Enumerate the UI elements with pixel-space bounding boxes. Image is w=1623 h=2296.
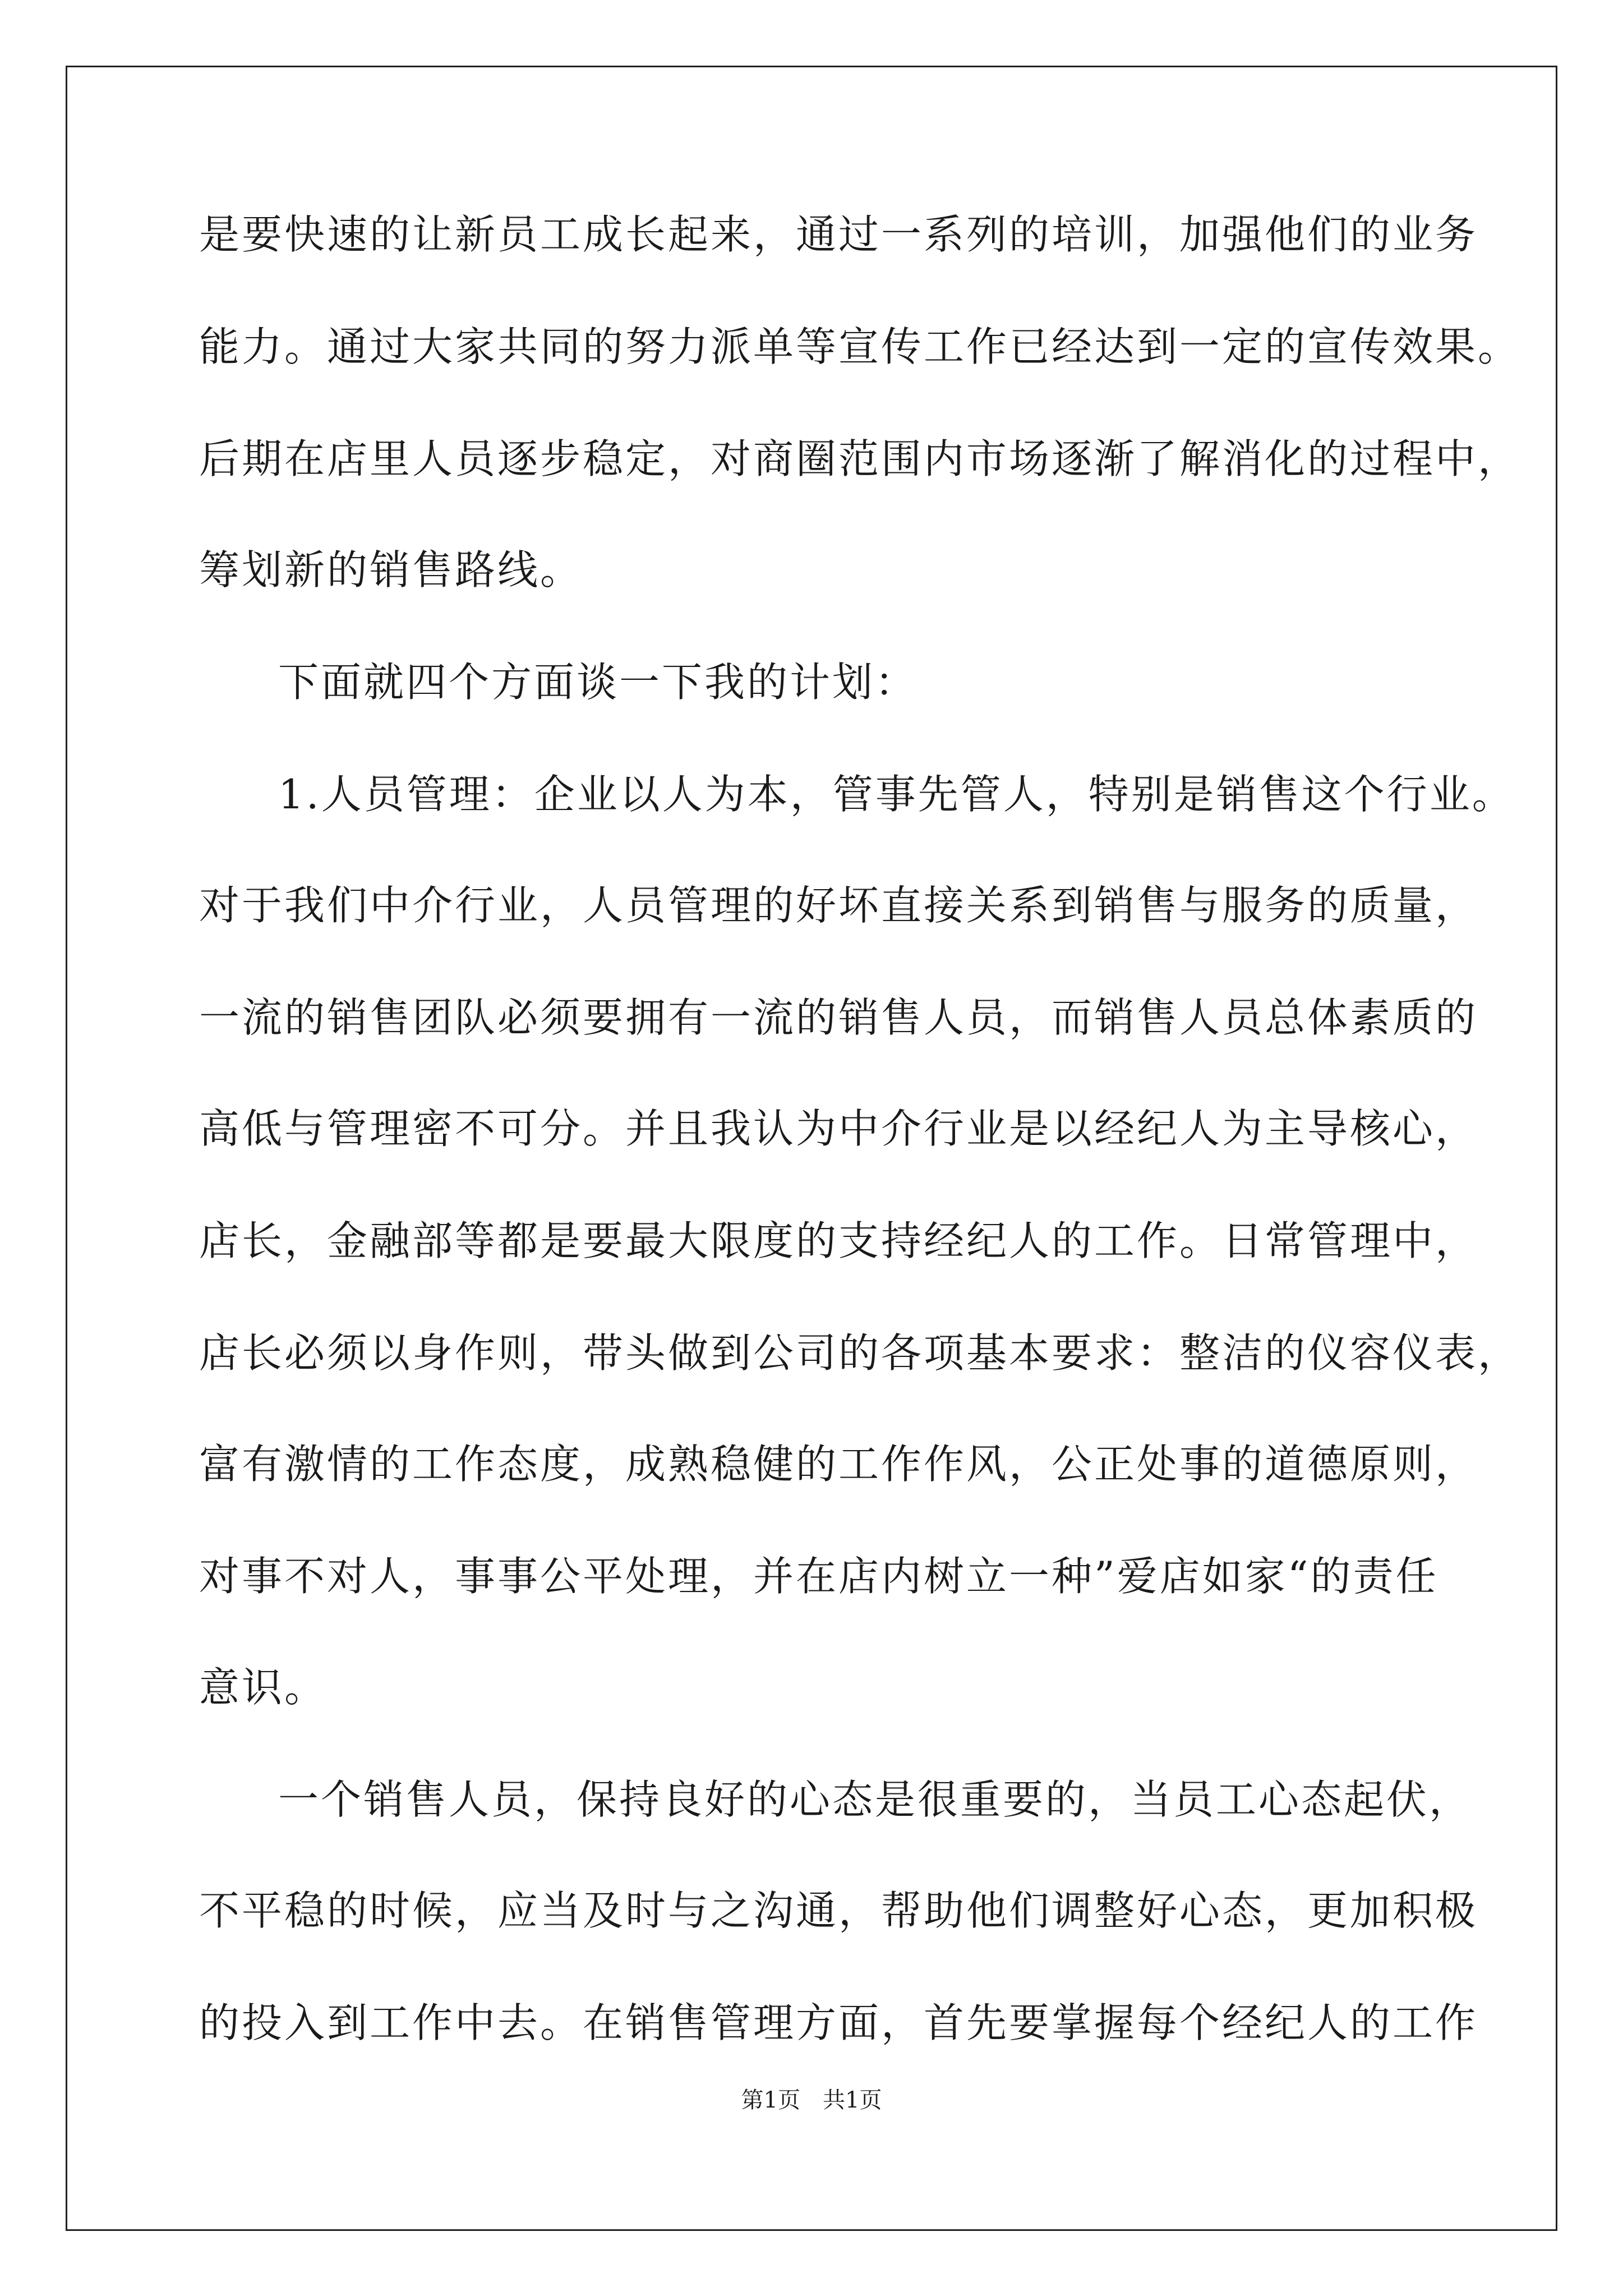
text-line: 意识。 [199,1664,328,1711]
text-line: 不平稳的时候，应当及时与之沟通，帮助他们调整好心态，更加积极 [199,1887,1478,1934]
text-line: 店长，金融部等都是要最大限度的支持经纪人的工作。日常管理中， [199,1217,1478,1264]
text-line: 一流的销售团队必须要拥有一流的销售人员，而销售人员总体素质的 [199,994,1478,1041]
text-line: 店长必须以身作则，带头做到公司的各项基本要求：整洁的仪容仪表， [199,1329,1521,1377]
text-line: 对于我们中介行业，人员管理的好坏直接关系到销售与服务的质量， [199,882,1478,929]
paragraph-first-line: 下面就四个方面谈一下我的计划： [278,659,918,706]
text-line: 能力。通过大家共同的努力派单等宣传工作已经达到一定的宣传效果。 [199,323,1521,370]
text-line: 对事不对人，事事公平处理，并在店内树立一种”爱店如家“的责任 [199,1553,1438,1600]
paragraph-first-line: 1.人员管理：企业以人为本，管事先管人，特别是销售这个行业。 [278,771,1515,818]
page-footer: 第1页 共1页 [741,2087,882,2113]
text-line: 筹划新的销售路线。 [199,546,583,593]
text-line: 高低与管理密不可分。并且我认为中介行业是以经纪人为主导核心， [199,1105,1478,1152]
paragraph-first-line: 一个销售人员，保持良好的心态是很重要的，当员工心态起伏， [278,1776,1472,1823]
text-line: 是要快速的让新员工成长起来，通过一系列的培训，加强他们的业务 [199,211,1478,258]
text-line: 后期在店里人员逐步稳定，对商圈范围内市场逐渐了解消化的过程中， [199,435,1521,482]
text-line: 富有激情的工作态度，成熟稳健的工作作风，公正处事的道德原则， [199,1441,1478,1488]
text-line: 的投入到工作中去。在销售管理方面，首先要掌握每个经纪人的工作 [199,1999,1478,2046]
